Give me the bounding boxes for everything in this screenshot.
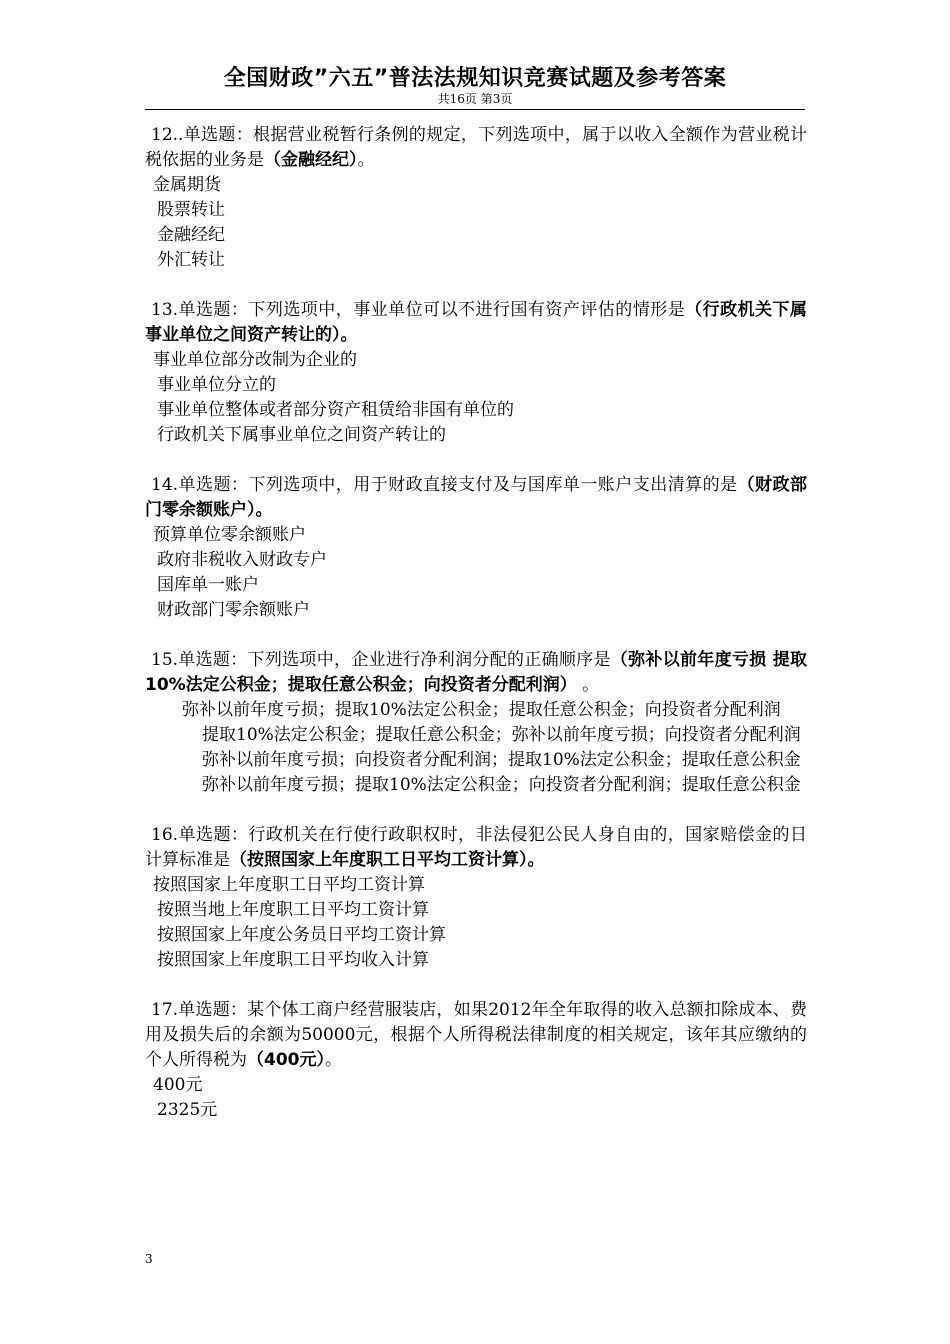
question-list <box>145 123 807 1123</box>
option: 财政部门零余额账户 <box>157 600 310 620</box>
answer-14: （财政部门零余额账户）。 <box>145 475 807 520</box>
document-title: 全国财政”六五”普法法规知识竞赛试题及参考答案 <box>223 66 727 91</box>
option: 预算单位零余额账户 <box>153 525 306 545</box>
option: 弥补以前年度亏损；提取10%法定公积金；提取任意公积金；向投资者分配利润 <box>182 700 781 720</box>
page-count: 共16页 第3页 <box>437 92 513 106</box>
option: 金融经纪 <box>157 225 225 245</box>
page-number: 3 <box>145 1252 153 1266</box>
option: 提取10%法定公积金；提取任意公积金；弥补以前年度亏损；向投资者分配利润 <box>202 725 801 745</box>
question-13: 13.单选题：下列选项中，事业单位可以不进行国有资产评估的情形是（行政机关下属事业单位之间资产转让的）。 <box>145 300 807 345</box>
option: 400元 <box>153 1075 203 1095</box>
option: 行政机关下属事业单位之间资产转让的 <box>157 425 446 445</box>
question-17: 17.单选题：某个体工商户经营服装店，如果2012年全年取得的收入总额扣除成本、费用及损失后的余额为50000元，根据个人所得税法律制度的相关规定，该年其应缴纳的个人所得税为（400元）。 <box>145 1000 807 1070</box>
option: 事业单位部分改制为企业的 <box>153 350 357 370</box>
option: 按照当地上年度职工日平均工资计算 <box>157 900 429 920</box>
option: 外汇转让 <box>157 250 225 270</box>
question-16: 16.单选题：行政机关在行使行政职权时，非法侵犯公民人身自由的，国家赔偿金的日计算标准是（按照国家上年度职工日平均工资计算）。 <box>145 825 807 870</box>
answer-17: （400元） <box>247 1050 325 1070</box>
header-rule <box>145 109 805 110</box>
option: 弥补以前年度亏损；向投资者分配利润；提取10%法定公积金；提取任意公积金 <box>202 750 801 770</box>
answer-15: （弥补以前年度亏损 提取10%法定公积金；提取任意公积金；向投资者分配利润） <box>145 650 807 695</box>
option: 事业单位分立的 <box>157 375 276 395</box>
option: 政府非税收入财政专户 <box>157 550 327 570</box>
option: 股票转让 <box>157 200 225 220</box>
option: 2325元 <box>157 1100 218 1120</box>
question-12: 12..单选题：根据营业税暂行条例的规定，下列选项中，属于以收入全额作为营业税计税依据的业务是（金融经纪）。 <box>145 125 807 170</box>
page-header <box>145 64 805 106</box>
question-15: 15.单选题：下列选项中，企业进行净利润分配的正确顺序是（弥补以前年度亏损 提取10%法定公积金；提取任意公积金；向投资者分配利润） 。 <box>145 650 807 695</box>
question-14: 14.单选题：下列选项中，用于财政直接支付及与国库单一账户支出清算的是（财政部门零余额账户）。 <box>145 475 807 520</box>
option: 事业单位整体或者部分资产租赁给非国有单位的 <box>157 400 514 420</box>
answer-12: （金融经纪） <box>264 150 358 170</box>
option: 金属期货 <box>153 175 221 195</box>
option: 弥补以前年度亏损；提取10%法定公积金；向投资者分配利润；提取任意公积金 <box>202 775 801 795</box>
option: 国库单一账户 <box>157 575 259 595</box>
option: 按照国家上年度职工日平均收入计算 <box>157 950 429 970</box>
option: 按照国家上年度公务员日平均工资计算 <box>157 925 446 945</box>
answer-13: （行政机关下属事业单位之间资产转让的）。 <box>145 300 807 345</box>
answer-16: （按照国家上年度职工日平均工资计算）。 <box>230 850 545 870</box>
option: 按照国家上年度职工日平均工资计算 <box>153 875 425 895</box>
